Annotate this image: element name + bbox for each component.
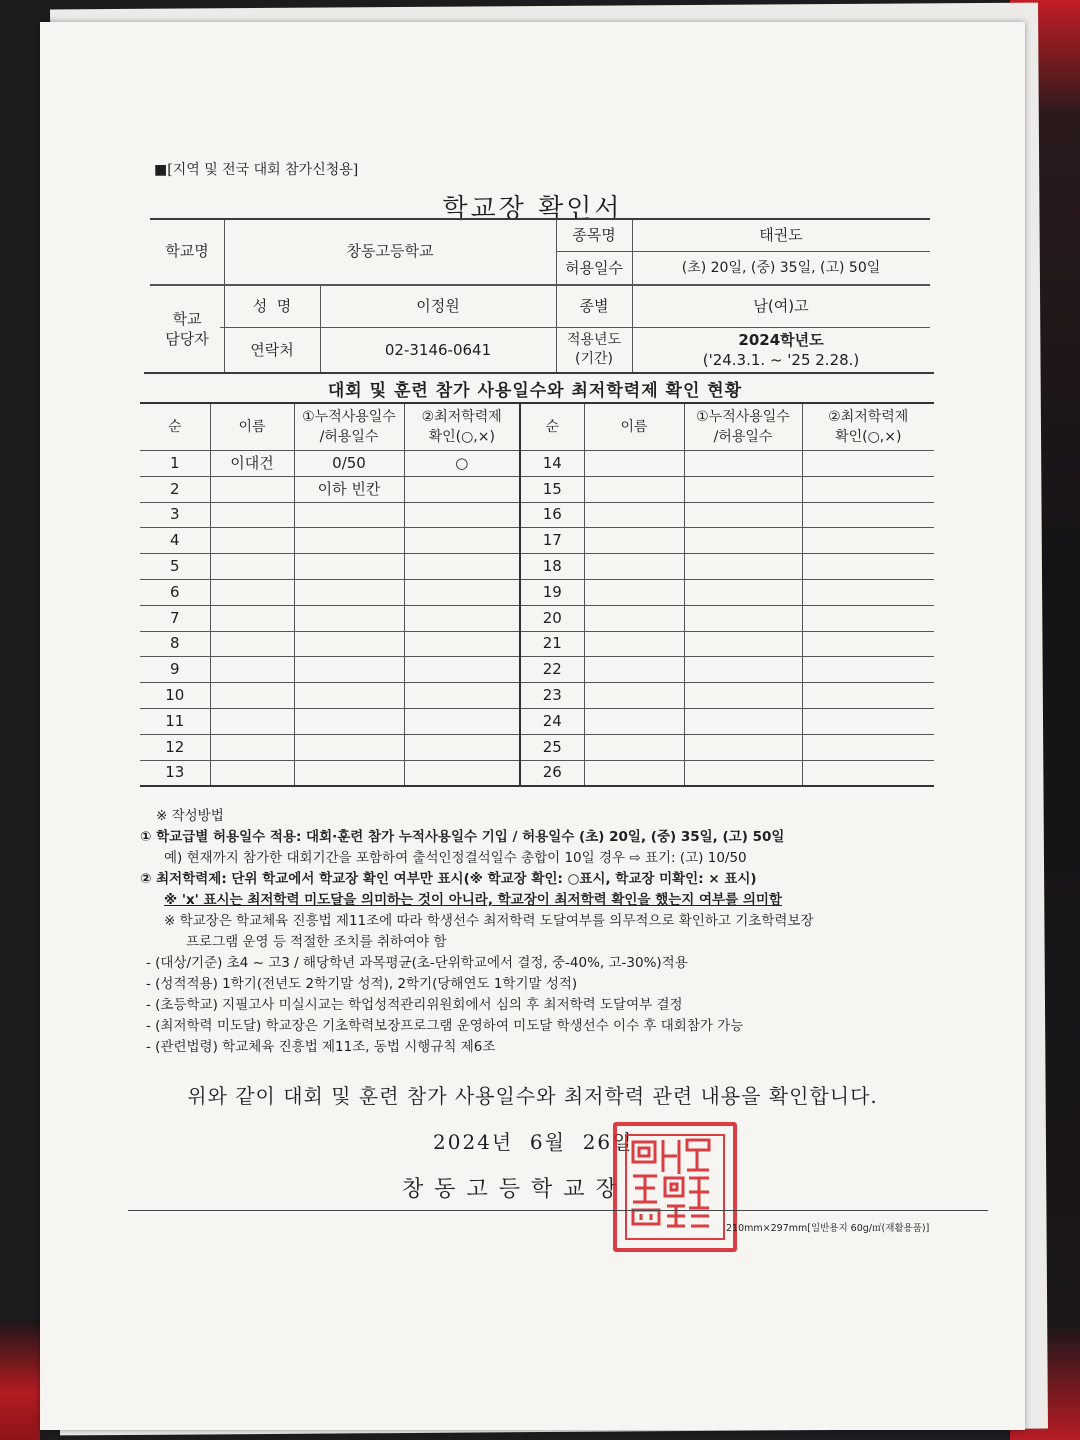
instruction-line: - (관련법령) 학교체육 진흥법 제11조, 동법 시행규칙 제6조 bbox=[146, 1039, 496, 1055]
row-days bbox=[294, 657, 404, 683]
row-no: 9 bbox=[140, 657, 210, 683]
officer-label-line1: 학교 bbox=[172, 309, 202, 328]
row-days bbox=[294, 502, 404, 528]
row-min bbox=[404, 528, 520, 554]
row-days bbox=[294, 605, 404, 631]
background-fabric-left bbox=[0, 1320, 40, 1440]
row-name bbox=[210, 631, 294, 657]
row-name bbox=[210, 657, 294, 683]
instruction-line: ① 학교급별 허용일수 적용: 대회·훈련 참가 누적사용일수 기입 / 허용일수 (초) 20일, (중) 35일, (고) 50일 bbox=[140, 829, 785, 845]
contact-label: 연락처 bbox=[250, 340, 294, 359]
row-min bbox=[404, 734, 520, 760]
instruction-line: 프로그램 운영 등 적절한 조치를 취하여야 함 bbox=[186, 934, 447, 950]
year-label bbox=[556, 328, 632, 372]
row-days bbox=[294, 579, 404, 605]
row-no-right: 24 bbox=[520, 708, 584, 734]
row-name bbox=[210, 502, 294, 528]
row-no-right: 15 bbox=[520, 476, 584, 502]
table-row bbox=[140, 760, 934, 786]
row-no-right: 16 bbox=[520, 502, 584, 528]
col-header-no: 순 bbox=[140, 403, 210, 451]
row-name bbox=[210, 528, 294, 554]
document-sheet bbox=[40, 22, 1025, 1430]
table-row bbox=[140, 554, 934, 580]
confirmation-statement: 위와 같이 대회 및 훈련 참가 사용일수와 최저학력 관련 내용을 확인합니다. bbox=[187, 1084, 878, 1108]
instruction-line: ※ 'x' 표시는 최저학력 미도달을 의미하는 것이 아니라, 학교장이 최저학력 확인을 했는지 여부를 의미함 bbox=[164, 892, 782, 908]
officer-label bbox=[150, 286, 224, 372]
row-no-right: 19 bbox=[520, 579, 584, 605]
school-label: 학교명 bbox=[165, 242, 209, 261]
row-days bbox=[294, 554, 404, 580]
row-min bbox=[404, 657, 520, 683]
row-days bbox=[294, 734, 404, 760]
table-row bbox=[140, 631, 934, 657]
row-min bbox=[404, 708, 520, 734]
row-name-right bbox=[584, 579, 684, 605]
row-min bbox=[404, 579, 520, 605]
officer-label-line2: 담당자 bbox=[165, 330, 209, 348]
form-type-tag: ■[지역 및 전국 대회 참가신청용] bbox=[154, 162, 359, 178]
row-min: ○ bbox=[404, 451, 520, 477]
name-label: 성 명 bbox=[252, 297, 292, 316]
row-name-right bbox=[584, 554, 684, 580]
row-no-right: 20 bbox=[520, 605, 584, 631]
row-no-right: 21 bbox=[520, 631, 584, 657]
row-name-right bbox=[584, 476, 684, 502]
row-name bbox=[210, 708, 294, 734]
row-days: 이하 빈칸 bbox=[294, 476, 404, 502]
row-days bbox=[294, 631, 404, 657]
row-name bbox=[210, 605, 294, 631]
col-header-days-right-line2: /허용일수 bbox=[713, 429, 773, 445]
row-no-right: 22 bbox=[520, 657, 584, 683]
col-header-days-right-line1: ①누적사용일수 bbox=[696, 408, 790, 425]
row-min-right bbox=[802, 683, 934, 709]
instruction-line: ② 최저학력제: 단위 학교에서 학교장 확인 여부만 표시(※ 학교장 확인: ○표시, 학교장 미확인: × 표시) bbox=[140, 871, 757, 887]
row-no: 7 bbox=[140, 605, 210, 631]
row-no: 1 bbox=[140, 451, 210, 477]
row-no-right: 23 bbox=[520, 683, 584, 709]
table-row bbox=[140, 502, 934, 528]
row-name-right bbox=[584, 734, 684, 760]
allowed-days-label: 허용일수 bbox=[565, 258, 623, 277]
row-days bbox=[294, 528, 404, 554]
row-days-right bbox=[684, 683, 802, 709]
gender-value: 남(여)고 bbox=[753, 297, 809, 316]
row-name bbox=[210, 554, 294, 580]
row-no-right: 26 bbox=[520, 760, 584, 786]
table-row bbox=[140, 579, 934, 605]
row-days-right bbox=[684, 657, 802, 683]
paper-spec: 210mm×297mm[일반용지 60g/㎡(재활용품)] bbox=[726, 1223, 930, 1234]
row-no: 5 bbox=[140, 554, 210, 580]
row-name-right bbox=[584, 631, 684, 657]
row-days: 0/50 bbox=[294, 451, 404, 477]
col-header-days-right bbox=[684, 403, 802, 451]
row-min bbox=[404, 476, 520, 502]
row-min-right bbox=[802, 554, 934, 580]
col-header-days-line2: /허용일수 bbox=[319, 429, 379, 445]
col-header-days bbox=[294, 403, 404, 451]
row-days-right bbox=[684, 476, 802, 502]
row-name bbox=[210, 476, 294, 502]
row-days bbox=[294, 683, 404, 709]
col-header-min-right bbox=[802, 403, 934, 451]
document-title: 학교장 확인서 bbox=[442, 194, 623, 224]
row-no: 2 bbox=[140, 476, 210, 502]
issue-date: 2024년 6월 26일 bbox=[433, 1130, 634, 1154]
row-no: 8 bbox=[140, 631, 210, 657]
principal-signature-line: 창동고등학교장 bbox=[402, 1177, 628, 1202]
col-header-min-line1: ②최저학력제 bbox=[421, 408, 502, 425]
row-name-right bbox=[584, 657, 684, 683]
row-no: 3 bbox=[140, 502, 210, 528]
contact-value: 02-3146-0641 bbox=[384, 340, 492, 359]
roster-header-row bbox=[140, 403, 934, 451]
event-value: 태권도 bbox=[759, 225, 803, 244]
row-days-right bbox=[684, 708, 802, 734]
instruction-line: 예) 현재까지 참가한 대회기간을 포함하여 출석인정결석일수 총합이 10일 경우 ⇨ 표기: (고) 10/50 bbox=[164, 850, 747, 866]
col-header-name: 이름 bbox=[210, 403, 294, 451]
row-min bbox=[404, 760, 520, 786]
row-no: 11 bbox=[140, 708, 210, 734]
row-name bbox=[210, 579, 294, 605]
row-days-right bbox=[684, 554, 802, 580]
row-min bbox=[404, 554, 520, 580]
official-seal-icon bbox=[613, 1122, 737, 1252]
year-value-line1: 2024학년도 bbox=[738, 330, 824, 349]
col-header-min-right-line1: ②최저학력제 bbox=[828, 408, 909, 425]
allowed-days-value: (초) 20일, (중) 35일, (고) 50일 bbox=[681, 259, 881, 276]
table-row bbox=[140, 528, 934, 554]
instruction-line: - (초등학교) 지필고사 미실시교는 학업성적관리위원회에서 심의 후 최저학력 도달여부 결정 bbox=[146, 997, 683, 1013]
row-no-right: 17 bbox=[520, 528, 584, 554]
col-header-no-right: 순 bbox=[520, 403, 584, 451]
table-row bbox=[140, 708, 934, 734]
row-days-right bbox=[684, 734, 802, 760]
row-days-right bbox=[684, 579, 802, 605]
row-no-right: 14 bbox=[520, 451, 584, 477]
row-days-right bbox=[684, 451, 802, 477]
instruction-line: ※ 학교장은 학교체육 진흥법 제11조에 따라 학생선수 최저학력 도달여부를 의무적으로 확인하고 기초학력보장 bbox=[164, 913, 814, 929]
row-name-right bbox=[584, 708, 684, 734]
row-name bbox=[210, 760, 294, 786]
row-name-right bbox=[584, 605, 684, 631]
row-no: 12 bbox=[140, 734, 210, 760]
row-min-right bbox=[802, 605, 934, 631]
row-no-right: 25 bbox=[520, 734, 584, 760]
row-min bbox=[404, 502, 520, 528]
col-header-min-line2: 확인(○,×) bbox=[428, 429, 495, 445]
table-row bbox=[140, 451, 934, 477]
roster-table bbox=[140, 402, 934, 787]
row-no-right: 18 bbox=[520, 554, 584, 580]
row-no: 4 bbox=[140, 528, 210, 554]
instruction-line: - (최저학력 미도달) 학교장은 기초학력보장프로그램 운영하여 미도달 학생선수 이수 후 대회참가 가능 bbox=[146, 1018, 744, 1034]
footer-divider bbox=[128, 1210, 988, 1211]
row-min-right bbox=[802, 451, 934, 477]
row-name-right bbox=[584, 451, 684, 477]
row-min-right bbox=[802, 734, 934, 760]
table-row bbox=[140, 657, 934, 683]
row-min bbox=[404, 605, 520, 631]
row-min-right bbox=[802, 502, 934, 528]
col-header-days-line1: ①누적사용일수 bbox=[302, 408, 396, 425]
row-min-right bbox=[802, 760, 934, 786]
table-row bbox=[140, 683, 934, 709]
instructions-heading: ※ 작성방법 bbox=[156, 808, 224, 824]
row-min-right bbox=[802, 631, 934, 657]
row-min-right bbox=[802, 657, 934, 683]
row-days-right bbox=[684, 502, 802, 528]
row-name-right bbox=[584, 683, 684, 709]
row-min bbox=[404, 631, 520, 657]
event-label: 종목명 bbox=[572, 225, 616, 244]
table-row bbox=[140, 605, 934, 631]
row-min-right bbox=[802, 476, 934, 502]
row-days-right bbox=[684, 605, 802, 631]
row-name-right bbox=[584, 528, 684, 554]
row-name: 이대건 bbox=[210, 451, 294, 477]
col-header-name-right: 이름 bbox=[584, 403, 684, 451]
row-min-right bbox=[802, 528, 934, 554]
row-no: 13 bbox=[140, 760, 210, 786]
instruction-line: - (성적적용) 1학기(전년도 2학기말 성적), 2학기(당해연도 1학기말 성적) bbox=[146, 976, 578, 992]
row-days-right bbox=[684, 631, 802, 657]
year-label-line1: 적용년도 bbox=[566, 332, 622, 349]
row-name-right bbox=[584, 502, 684, 528]
row-name bbox=[210, 683, 294, 709]
row-days bbox=[294, 760, 404, 786]
row-min-right bbox=[802, 708, 934, 734]
row-no: 6 bbox=[140, 579, 210, 605]
year-value-line2: ('24.3.1. ~ '25 2.28.) bbox=[702, 351, 860, 369]
row-no: 10 bbox=[140, 683, 210, 709]
school-value: 창동고등학교 bbox=[346, 242, 434, 261]
instruction-line: - (대상/기준) 초4 ~ 고3 / 해당학년 과목평균(초-단위학교에서 결정, 중-40%, 고-30%)적용 bbox=[146, 955, 688, 971]
row-name-right bbox=[584, 760, 684, 786]
year-value bbox=[632, 328, 930, 372]
gender-label: 종별 bbox=[579, 297, 609, 316]
col-header-min bbox=[404, 403, 520, 451]
row-days-right bbox=[684, 760, 802, 786]
row-days bbox=[294, 708, 404, 734]
table-row bbox=[140, 476, 934, 502]
table-row bbox=[140, 734, 934, 760]
instructions bbox=[140, 806, 990, 1058]
row-min bbox=[404, 683, 520, 709]
year-label-line2: (기간) bbox=[575, 351, 613, 367]
col-header-min-right-line2: 확인(○,×) bbox=[835, 429, 902, 445]
row-min-right bbox=[802, 579, 934, 605]
row-days-right bbox=[684, 528, 802, 554]
row-name bbox=[210, 734, 294, 760]
name-value: 이정원 bbox=[416, 297, 460, 316]
section-title: 대회 및 훈련 참가 사용일수와 최저학력제 확인 현황 bbox=[327, 381, 743, 401]
